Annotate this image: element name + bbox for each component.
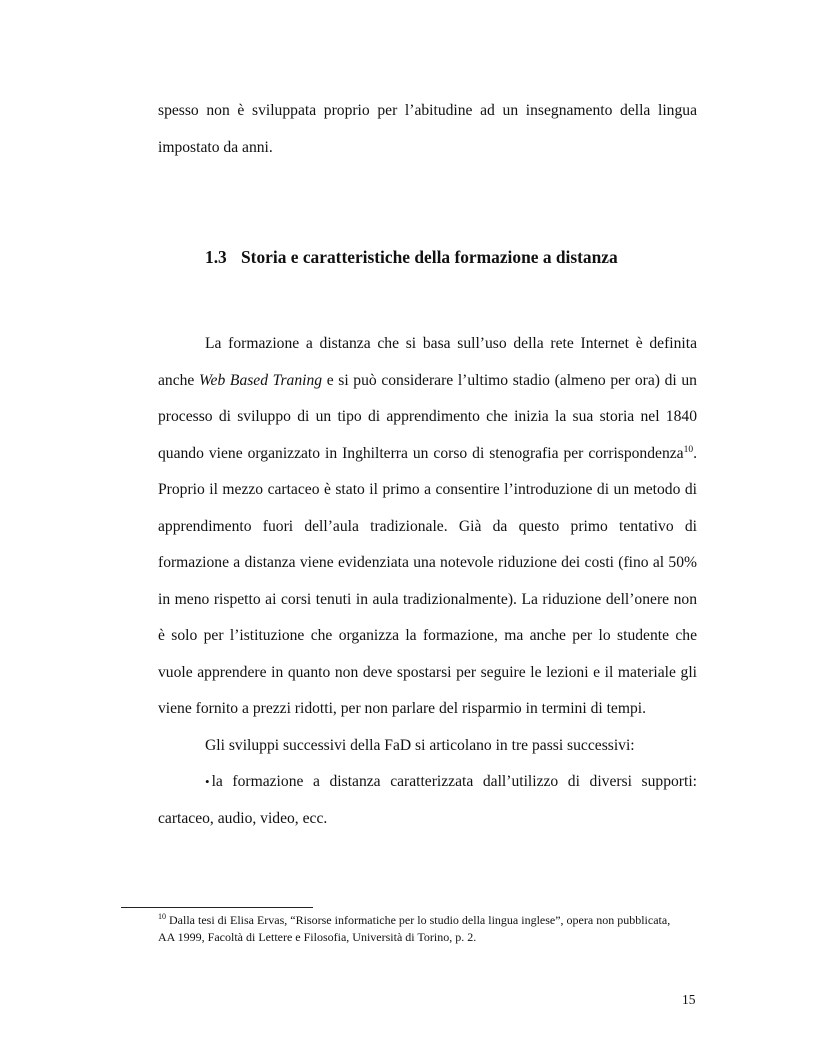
- continued-line-1: spesso non è sviluppata proprio per l’abitudine ad un insegnamento della lingua: [158, 102, 697, 119]
- footnote-reference: 10: [683, 444, 694, 455]
- footnote-text: Dalla tesi di Elisa Ervas, “Risorse informatiche per lo studio della lingua inglese”, opera non pubblicata, AA 1999, Facoltà di Lettere e Filosofia, Università di Torino, p. 2.: [158, 913, 671, 944]
- footnote: [158, 912, 678, 945]
- section-heading: [205, 247, 705, 268]
- bullet-item: [158, 764, 697, 837]
- footnote-divider: [121, 907, 313, 908]
- body-paragraph-2: Gli sviluppi successivi della FaD si articolano in tre passi successivi:: [205, 736, 635, 754]
- paragraph-text-3: . Proprio il mezzo cartaceo è stato il primo a consentire l’introduzione di un metodo di apprendimento fuori dell’aula tradizionale. Già da questo primo tentativo di formazione a distanza viene evidenziata una notevole riduzione dei costi (fino al 50% in meno rispetto ai corsi tenuti in aula tradizionalmente). La riduzione dell’onere non è solo per l’istituzione che organizza la formazione, ma anche per lo studente che vuole apprendere in quanto non deve spostarsi per seguire le lezioni e il materiale gli viene fornito a prezzi ridotti, per non parlare del risparmio in termini di tempi.: [158, 444, 697, 717]
- section-number: 1.3: [205, 247, 227, 267]
- continued-paragraph-line: [158, 130, 697, 167]
- page-number: 15: [682, 992, 696, 1007]
- paragraph-text-1: La formazione a distanza che si basa sull’uso della rete Internet è definita anche: [158, 335, 697, 389]
- bullet-icon: •: [205, 774, 210, 789]
- continued-line-2: impostato da anni.: [158, 138, 273, 156]
- italic-term: Web Based Traning: [199, 371, 323, 389]
- body-paragraph: [158, 326, 697, 728]
- continued-paragraph-line: [158, 93, 697, 130]
- main-body: [158, 326, 697, 837]
- paragraph-text-2: e si può considerare l’ultimo stadio (almeno per ora) di un processo di sviluppo di un tipo di apprendimento che inizia la sua storia nel 1840 quando viene organizzato in Inghilterra un corso di stenografia per corrispondenza: [158, 371, 697, 462]
- continued-paragraph: [158, 93, 697, 166]
- footnote-number: 10: [158, 912, 166, 921]
- bullet-text: la formazione a distanza caratterizzata dall’utilizzo di diversi supporti: cartaceo, audio, video, ecc.: [158, 773, 697, 827]
- section-title: Storia e caratteristiche della formazione a distanza: [241, 247, 618, 267]
